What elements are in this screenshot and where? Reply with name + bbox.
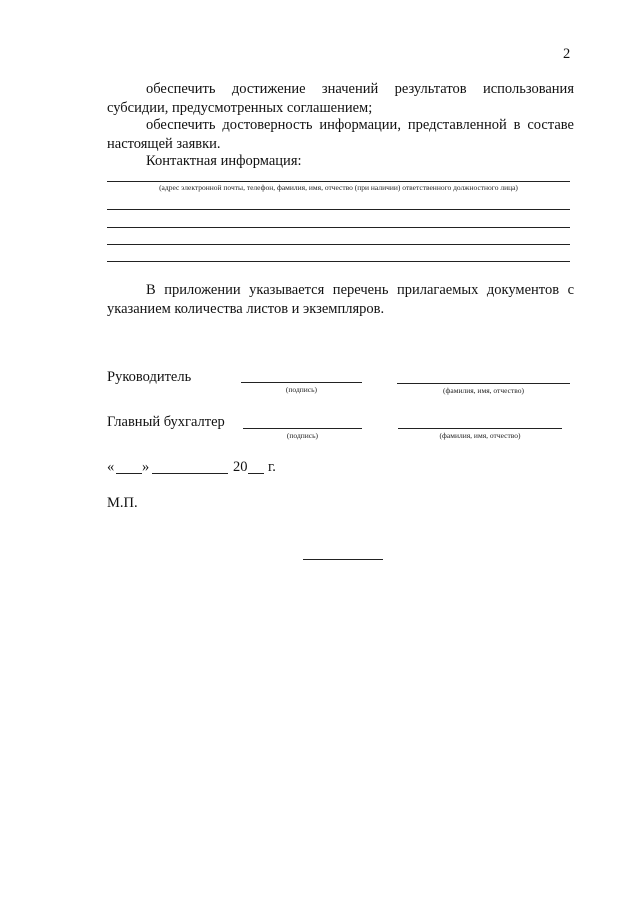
date-close-quote: » [142,459,150,475]
contact-line [107,261,570,262]
contact-line [107,244,570,245]
contact-info-label: Контактная информация: [146,153,302,169]
paragraph-achievement: обеспечить достижение значений результатов использования субсидии, предусмотренных соглашением; [107,81,574,116]
accountant-label: Главный бухгалтер [107,414,225,430]
head-name-line [397,383,570,384]
date-year-prefix: 20 [233,459,248,475]
head-signature-line [241,382,362,383]
date-month-blank [152,473,228,474]
page-number: 2 [563,46,571,62]
seal-mark: М.П. [107,495,138,511]
accountant-name-caption: (фамилия, имя, отчество) [439,431,521,440]
date-line [107,458,307,478]
date-year-blank [248,473,264,474]
contact-line [107,227,570,228]
accountant-signature-line [243,428,362,429]
end-divider [303,559,383,560]
accountant-signature-caption: (подпись) [286,431,319,440]
head-signature-caption: (подпись) [285,385,318,394]
head-name-caption: (фамилия, имя, отчество) [443,386,524,395]
date-open-quote: « [107,459,115,475]
contact-line [107,181,570,182]
paragraph-reliability: обеспечить достоверность информации, представленной в составе настоящей заявки. [107,117,574,152]
date-day-blank [116,473,142,474]
attachment-note: В приложении указывается перечень прилагаемых документов с указанием количества листов и экземпляров. [107,282,574,317]
date-year-suffix: г. [268,459,276,475]
head-label: Руководитель [107,369,192,385]
contact-caption: (адрес электронной почты, телефон, фамилия, имя, отчество (при наличии) ответственного должностного лица) [159,183,518,192]
contact-line [107,209,570,210]
accountant-name-line [398,428,562,429]
